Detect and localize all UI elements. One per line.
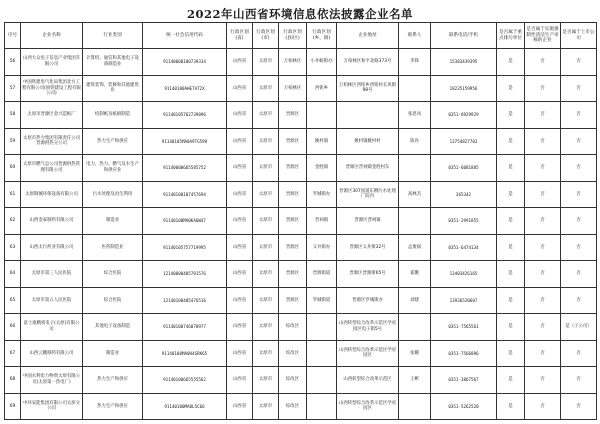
industry-category-cell: 计算机、通信和其他电子设备制造业	[83, 49, 143, 76]
town-cell: 罗城街道	[307, 287, 337, 314]
phone-cell: 0351-2991855	[431, 208, 497, 235]
county-cell: 晋源区	[279, 261, 307, 288]
phone-cell: 0351-6474134	[431, 234, 497, 261]
key-polluter-cell: 是	[497, 314, 525, 341]
row-number-cell: 62	[5, 208, 21, 235]
phone-cell: 15383439395	[431, 49, 497, 76]
city-cell: 太原市	[253, 340, 279, 367]
contact-person-cell: 王彬	[399, 367, 431, 394]
town-cell: 小井峪街办	[307, 49, 337, 76]
address-cell	[337, 102, 399, 129]
industry-category-cell: 综合医院	[83, 261, 143, 288]
province-cell: 山西省	[227, 261, 253, 288]
county-cell: 晋源区	[279, 128, 307, 155]
key-polluter-cell: 是	[497, 128, 525, 155]
credit-code-cell: 12140100405476516	[143, 287, 227, 314]
phone-cell: 13754827703	[431, 128, 497, 155]
address-cell: 晋源区义井街32号	[337, 234, 399, 261]
clean-production-cell: 否	[525, 49, 561, 76]
company-name-cell: 太原钢城环保设备有限公司	[21, 181, 83, 208]
header-row	[5, 23, 597, 49]
town-cell: 罗城街办	[307, 181, 337, 208]
row-number-cell: 64	[5, 261, 21, 288]
table-row	[5, 128, 597, 155]
phone-cell: 365342	[431, 181, 497, 208]
key-polluter-cell: 是	[497, 261, 525, 288]
table-row	[5, 102, 597, 129]
header-cell: 是否属于上市公司	[561, 23, 597, 49]
table-row	[5, 261, 597, 288]
town-cell: 晋祠镇	[307, 208, 337, 235]
header-cell: 联系电话/手机	[431, 23, 497, 49]
industry-category-cell: 制造业	[83, 208, 143, 235]
address-cell: 山西转型综合改革示范区学府园区	[337, 393, 399, 420]
clean-production-cell: 否	[525, 128, 561, 155]
province-cell: 山西省	[227, 287, 253, 314]
town-cell: 金胜镇	[307, 155, 337, 182]
header-cell: 是否属于实施强制性清洁生产审核的企业	[525, 23, 561, 49]
table-row	[5, 49, 597, 76]
province-cell: 山西省	[227, 367, 253, 394]
company-name-cell: 山西金泰制药有限公司	[21, 208, 83, 235]
header-cell: 联系人	[399, 23, 431, 49]
address-cell: 山西转型综合改革示范区学府园区	[337, 340, 399, 367]
company-name-cell: 太原市第五人民医院	[21, 287, 83, 314]
row-number-cell: 56	[5, 49, 21, 76]
credit-code-cell: 91140100MA0L5C66	[143, 393, 227, 420]
industry-category-cell: 热力生产和供应	[83, 367, 143, 394]
industry-category-cell: 电力、热力、燃气及水生产和供应业	[83, 155, 143, 182]
clean-production-cell: 否	[525, 340, 561, 367]
listed-company-cell: 否	[561, 340, 597, 367]
page-title: 2022年山西省环境信息依法披露企业名单	[186, 7, 413, 21]
table-row	[5, 367, 597, 394]
phone-cell: 0351-7565561	[431, 314, 497, 341]
phone-cell: 18235159956	[431, 75, 497, 102]
key-polluter-cell: 是	[497, 367, 525, 394]
credit-code-cell: 91140100665555562	[143, 367, 227, 394]
clean-production-cell: 否	[525, 367, 561, 394]
county-cell: 晋源区	[279, 155, 307, 182]
credit-code-cell: 91140100AHETAT2X	[143, 75, 227, 102]
row-number-cell: 58	[5, 102, 21, 129]
listed-company-cell: 否	[561, 75, 597, 102]
header-cell: 行政区划(省)	[227, 23, 253, 49]
header-cell: 行政区划(县/区)	[279, 23, 307, 49]
clean-production-cell: 否	[525, 155, 561, 182]
contact-person-cell: 刘建	[399, 287, 431, 314]
header-cell: 企业名称	[21, 23, 83, 49]
table-row	[5, 208, 597, 235]
industry-category-cell: 综合医院	[83, 287, 143, 314]
phone-cell: 0351-6081885	[431, 155, 497, 182]
industry-category-cell: 热力生产和供应	[83, 128, 143, 155]
address-cell: 万柏林区西铭乡西铭村长风街98号	[337, 75, 399, 102]
province-cell: 山西省	[227, 49, 253, 76]
key-polluter-cell: 是	[497, 49, 525, 76]
county-cell: 综改区	[279, 367, 307, 394]
city-cell: 太原市	[253, 234, 279, 261]
city-cell: 太原市	[253, 261, 279, 288]
address-cell: 晋源区307国道东侧污水处理厂院内	[337, 181, 399, 208]
row-number-cell: 65	[5, 287, 21, 314]
key-polluter-cell: 是	[497, 208, 525, 235]
industry-category-cell: 污水处理及再生利用	[83, 181, 143, 208]
credit-code-cell: 91140100MA0H4GRK65	[143, 340, 227, 367]
contact-person-cell	[399, 393, 431, 420]
city-cell: 太原市	[253, 49, 279, 76]
listed-company-cell: 否	[561, 393, 597, 420]
town-cell: 西铭乡	[307, 75, 337, 102]
town-cell	[307, 393, 337, 420]
address-cell: 山西转型综合改革示范区学府园区电子街5号	[337, 314, 399, 341]
row-number-cell: 63	[5, 234, 21, 261]
key-polluter-cell: 是	[497, 155, 525, 182]
listed-company-cell: 否	[561, 261, 597, 288]
county-cell: 综改区	[279, 393, 307, 420]
listed-company-cell: 否	[561, 367, 597, 394]
credit-code-cell: 91140105757719995	[143, 234, 227, 261]
header-cell: 行政区划(乡、镇)	[307, 23, 337, 49]
clean-production-cell: 否	[525, 287, 561, 314]
clean-production-cell: 否	[525, 102, 561, 129]
phone-cell: 13403426165	[431, 261, 497, 288]
county-cell: 晋源区	[279, 102, 307, 129]
contact-person-cell: 霍鹏	[399, 261, 431, 288]
credit-code-cell: 91140100107457694	[143, 181, 227, 208]
key-polluter-cell: 是	[497, 340, 525, 367]
listed-company-cell: 否	[561, 234, 597, 261]
header-cell: 序号	[5, 23, 21, 49]
phone-cell: 13936520607	[431, 287, 497, 314]
table-row	[5, 393, 597, 420]
contact-person-cell: 高林杰	[399, 181, 431, 208]
contact-person-cell	[399, 208, 431, 235]
clean-production-cell: 否	[525, 314, 561, 341]
row-number-cell: 68	[5, 367, 21, 394]
clean-production-cell: 否	[525, 75, 561, 102]
address-cell: 万柏林区和平北路373号	[337, 49, 399, 76]
table-row	[5, 314, 597, 341]
city-cell: 太原市	[253, 155, 279, 182]
company-name-cell: 山西云鹏制药有限公司	[21, 340, 83, 367]
county-cell: 万柏林区	[279, 75, 307, 102]
enterprise-table	[4, 22, 597, 420]
county-cell: 综改区	[279, 314, 307, 341]
county-cell: 晋源区	[279, 208, 307, 235]
key-polluter-cell: 是	[497, 393, 525, 420]
company-name-cell: 太原市第三人民医院	[21, 261, 83, 288]
row-number-cell: 69	[5, 393, 21, 420]
county-cell: 晋源区	[279, 181, 307, 208]
company-name-cell: 山西太行药业有限公司	[21, 234, 83, 261]
table-row	[5, 181, 597, 208]
row-number-cell: 57	[5, 75, 21, 102]
phone-cell: 0351-7566096	[431, 340, 497, 367]
company-name-cell: 山西大众电子信息产业集团有限公司	[21, 49, 83, 76]
contact-person-cell	[399, 155, 431, 182]
county-cell: 综改区	[279, 340, 307, 367]
address-cell: 晋源区晋源街65号	[337, 261, 399, 288]
town-cell	[307, 340, 337, 367]
town-cell	[307, 314, 337, 341]
listed-company-cell: 否	[561, 287, 597, 314]
industry-category-cell: 制造业	[83, 340, 143, 367]
contact-person-cell: 李锋	[399, 49, 431, 76]
phone-cell: 0351-6929929	[431, 102, 497, 129]
company-name-cell: 太原市热力集团有限责任公司晋源供热分公司	[21, 128, 83, 155]
clean-production-cell: 否	[525, 208, 561, 235]
industry-category-cell: 机制纸及纸板制造	[83, 102, 143, 129]
listed-company-cell: 否	[561, 49, 597, 76]
table-row	[5, 75, 597, 102]
town-cell: 姚村镇	[307, 128, 337, 155]
key-polluter-cell: 是	[497, 234, 525, 261]
clean-production-cell: 否	[525, 181, 561, 208]
company-name-cell: 中国水利电力物资太原有限公司(太原第一热电厂)	[21, 367, 83, 394]
industry-category-cell: 建筑装饰、装修和其他建筑业	[83, 75, 143, 102]
key-polluter-cell: 是	[497, 287, 525, 314]
province-cell: 山西省	[227, 128, 253, 155]
city-cell: 太原市	[253, 393, 279, 420]
contact-person-cell: 孟俊斌	[399, 234, 431, 261]
city-cell: 太原市	[253, 102, 279, 129]
company-name-cell: 中环安能集团有限公司太原分公司	[21, 393, 83, 420]
town-cell: 晋源街道	[307, 261, 337, 288]
company-name-cell: 太原市晋源区金兴造纸厂	[21, 102, 83, 129]
company-name-cell: 中国铁建电气化局集团北方工程有限公司(国铁建设工程有限公司)	[21, 75, 83, 102]
contact-person-cell: 陈亮	[399, 128, 431, 155]
credit-code-cell: 91140100746070977	[143, 314, 227, 341]
listed-company-cell: 否	[561, 102, 597, 129]
industry-category-cell: 热力生产和供应	[83, 393, 143, 420]
province-cell: 山西省	[227, 234, 253, 261]
county-cell: 万柏林区	[279, 49, 307, 76]
address-cell: 晋源区晋祠镇	[337, 208, 399, 235]
town-cell	[307, 102, 337, 129]
table-row	[5, 287, 597, 314]
clean-production-cell: 否	[525, 261, 561, 288]
phone-cell: 0351-3867567	[431, 367, 497, 394]
row-number-cell: 67	[5, 340, 21, 367]
town-cell	[307, 367, 337, 394]
credit-code-cell: 91140000665585752	[143, 155, 227, 182]
listed-company-cell: 否	[561, 155, 597, 182]
row-number-cell: 66	[5, 314, 21, 341]
row-number-cell: 61	[5, 181, 21, 208]
credit-code-cell: 91140105MA0A9TG599	[143, 128, 227, 155]
listed-company-cell: 否	[561, 181, 597, 208]
province-cell: 山西省	[227, 181, 253, 208]
contact-person-cell	[399, 75, 431, 102]
clean-production-cell: 否	[525, 234, 561, 261]
address-cell: 晋源区罗城街办	[337, 287, 399, 314]
listed-company-cell: 否	[561, 128, 597, 155]
header-cell: 是否属于重点排污单位	[497, 23, 525, 49]
town-cell: 义井街办	[307, 234, 337, 261]
listed-company-cell: 否	[561, 208, 597, 235]
province-cell: 山西省	[227, 314, 253, 341]
city-cell: 太原市	[253, 75, 279, 102]
county-cell: 晋源区	[279, 287, 307, 314]
province-cell: 山西省	[227, 393, 253, 420]
address-cell: 山西转型综合改革示范区	[337, 367, 399, 394]
city-cell: 太原市	[253, 128, 279, 155]
city-cell: 太原市	[253, 208, 279, 235]
credit-code-cell: 12140000405701576	[143, 261, 227, 288]
industry-category-cell: 其他电子设备制造	[83, 314, 143, 341]
contact-person-cell: 张耀	[399, 340, 431, 367]
address-cell: 姚村镇姚村村	[337, 128, 399, 155]
city-cell: 太原市	[253, 181, 279, 208]
table-row	[5, 340, 597, 367]
county-cell: 晋源区	[279, 234, 307, 261]
province-cell: 山西省	[227, 75, 253, 102]
header-cell: 企业地址	[337, 23, 399, 49]
key-polluter-cell: 是	[497, 75, 525, 102]
company-name-cell: 富士康精密电子(太原)有限公司	[21, 314, 83, 341]
key-polluter-cell: 是	[497, 102, 525, 129]
company-name-cell: 太原市燃气总公司晋源供热管理有限公司	[21, 155, 83, 182]
header-cell: 行政区划(市)	[253, 23, 279, 49]
city-cell: 太原市	[253, 287, 279, 314]
row-number-cell: 59	[5, 128, 21, 155]
industry-category-cell: 医药制造业	[83, 234, 143, 261]
province-cell: 山西省	[227, 102, 253, 129]
credit-code-cell: 91140100MA0KA6W47	[143, 208, 227, 235]
province-cell: 山西省	[227, 340, 253, 367]
key-polluter-cell: 是	[497, 181, 525, 208]
province-cell: 山西省	[227, 155, 253, 182]
header-cell: 统一社会信用代码	[143, 23, 227, 49]
city-cell: 太原市	[253, 367, 279, 394]
row-number-cell: 60	[5, 155, 21, 182]
province-cell: 山西省	[227, 208, 253, 235]
address-cell: 晋源区晋祠镇金胜村东	[337, 155, 399, 182]
table-row	[5, 155, 597, 182]
header-cell: 行业类别	[83, 23, 143, 49]
table-row	[5, 234, 597, 261]
credit-code-cell: 91140000100739334	[143, 49, 227, 76]
clean-production-cell: 否	[525, 393, 561, 420]
listed-company-cell: 是（子公司）	[561, 314, 597, 341]
city-cell: 太原市	[253, 314, 279, 341]
contact-person-cell: 张思凤	[399, 102, 431, 129]
credit-code-cell: 91140105762739096	[143, 102, 227, 129]
contact-person-cell	[399, 314, 431, 341]
phone-cell: 0351-5262520	[431, 393, 497, 420]
